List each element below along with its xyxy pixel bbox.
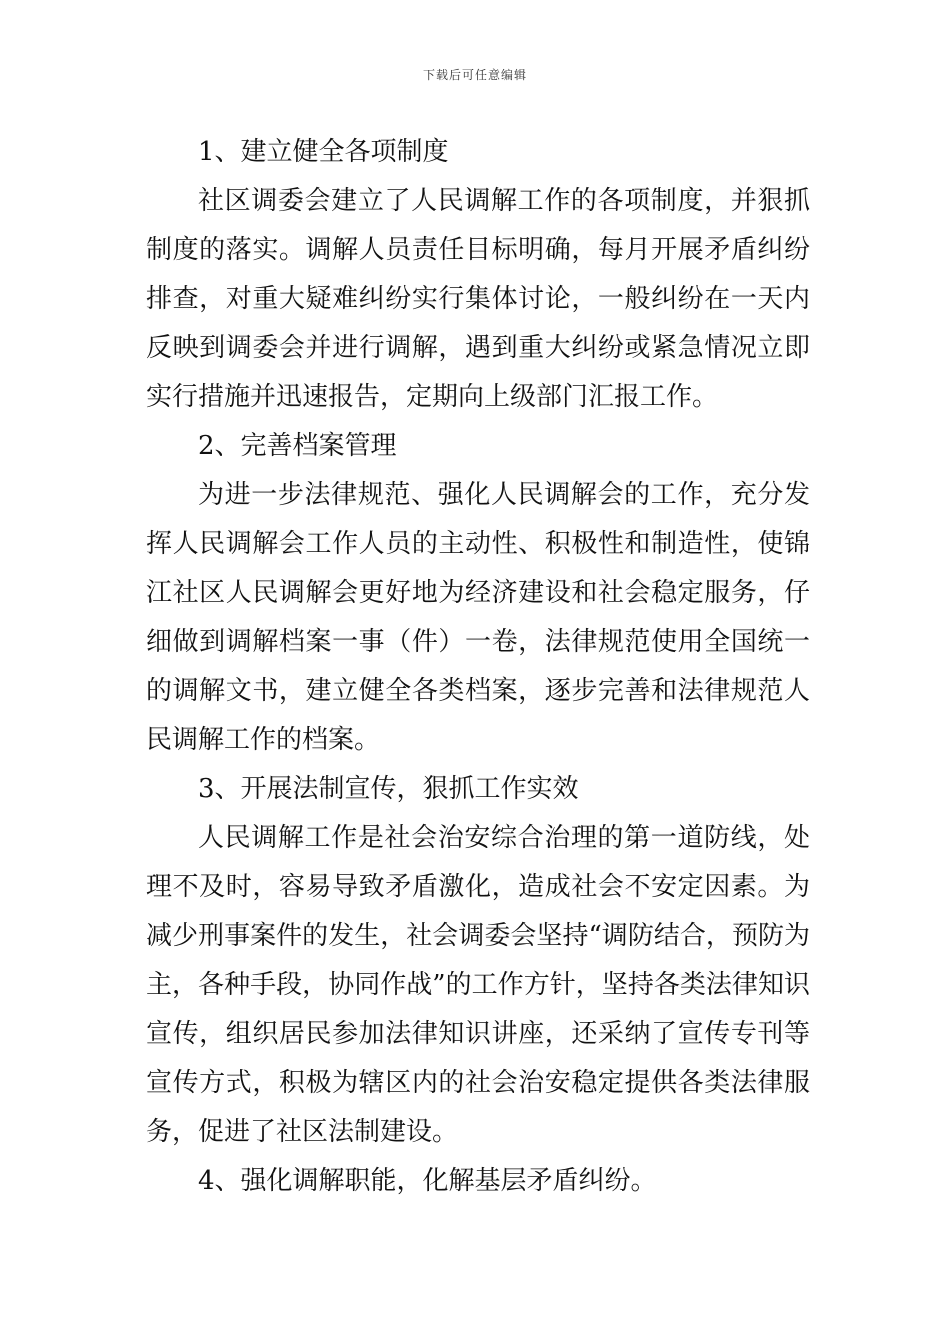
section-paragraph-3: 人民调解工作是社会治安综合治理的第一道防线，处理不及时，容易导致矛盾激化，造成社会不安定因素。为减少刑事案件的发生，社会调委会坚持“调防结合，预防为主，各种手段，协同作战”的工作方针，坚持各类法律知识宣传，组织居民参加法律知识讲座，还采纳了宣传专刊等宣传方式，积极为辖区内的社会治安稳定提供各类法律服务，促进了社区法制建设。	[146, 823, 810, 1147]
section-heading-2: 2、完善档案管理	[198, 431, 397, 461]
section-paragraph-2: 为进一步法律规范、强化人民调解会的工作，充分发挥人民调解会工作人员的主动性、积极性和制造性，使锦江社区人民调解会更好地为经济建设和社会稳定服务，仔细做到调解档案一事（件）一卷，法律规范使用全国统一的调解文书，建立健全各类档案，逐步完善和法律规范人民调解工作的档案。	[146, 480, 810, 755]
document-body	[146, 128, 810, 1206]
section-heading-1: 1、建立健全各项制度	[198, 137, 449, 167]
section-paragraph-1: 社区调委会建立了人民调解工作的各项制度，并狠抓制度的落实。调解人员责任目标明确，每月开展矛盾纠纷排查，对重大疑难纠纷实行集体讨论，一般纠纷在一天内反映到调委会并进行调解，遇到重大纠纷或紧急情况立即实行措施并迅速报告，定期向上级部门汇报工作。	[146, 186, 810, 412]
section-heading-4: 4、强化调解职能，化解基层矛盾纠纷。	[198, 1166, 657, 1196]
section-heading-3: 3、开展法制宣传，狠抓工作实效	[198, 774, 579, 804]
header-note: 下载后可任意编辑	[422, 68, 527, 82]
